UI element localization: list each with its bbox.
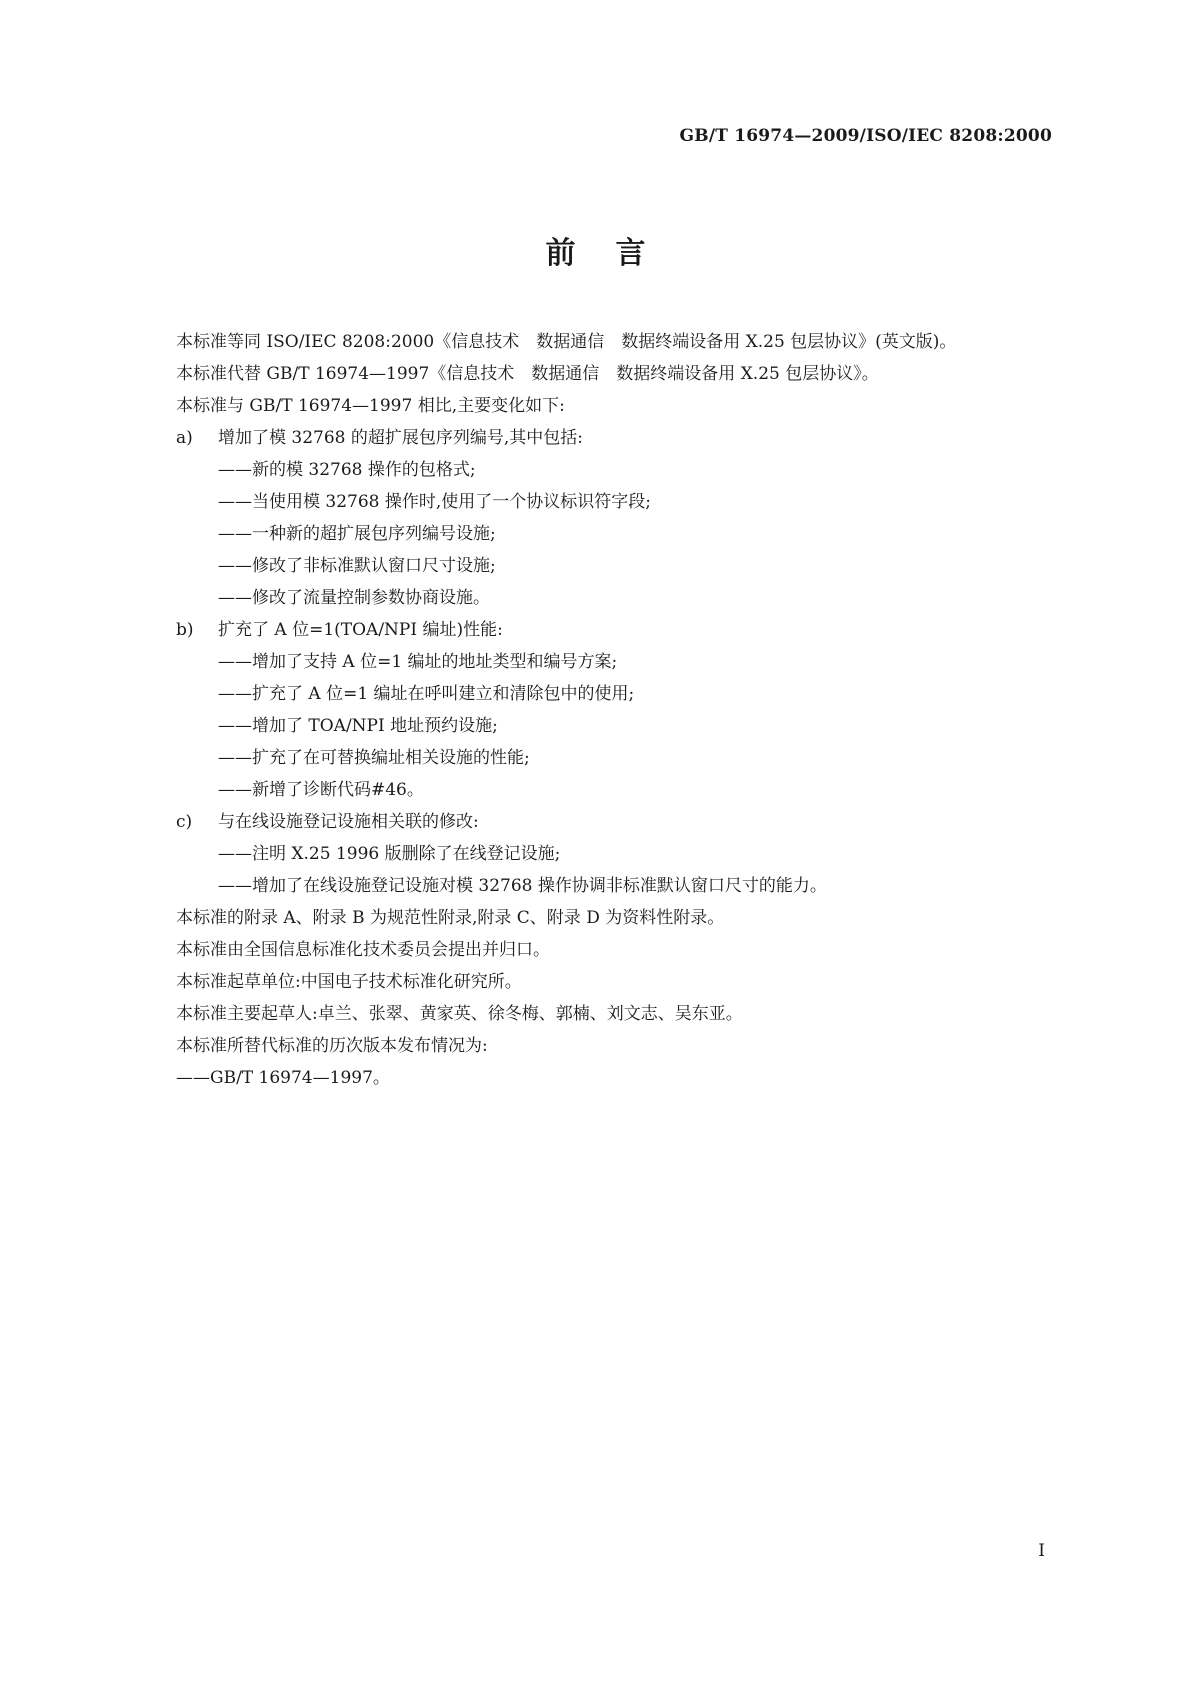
change-item-c xyxy=(176,806,1076,838)
paragraph-proposer: 本标准由全国信息标准化技术委员会提出并归口。 xyxy=(176,940,550,960)
sub-item: ——修改了非标准默认窗口尺寸设施; xyxy=(218,556,496,576)
paragraph-equivalence: 本标准等同 ISO/IEC 8208:2000《信息技术 数据通信 数据终端设备用 X.25 包层协议》(英文版)。 xyxy=(176,332,957,352)
list-marker: c) xyxy=(176,812,193,832)
list-marker: a) xyxy=(176,428,193,448)
paragraph-drafters: 本标准主要起草人:卓兰、张翠、黄家英、徐冬梅、郭楠、刘文志、吴东亚。 xyxy=(176,1004,743,1024)
sub-item: ——新的模 32768 操作的包格式; xyxy=(218,460,476,480)
document-code-header: GB/T 16974—2009/ISO/IEC 8208:2000 xyxy=(679,126,1052,146)
paragraph-replacement: 本标准代替 GB/T 16974—1997《信息技术 数据通信 数据终端设备用 X.25 包层协议》。 xyxy=(176,364,879,384)
paragraph-changes-intro: 本标准与 GB/T 16974—1997 相比,主要变化如下: xyxy=(176,396,565,416)
sub-item: ——增加了 TOA/NPI 地址预约设施; xyxy=(218,716,498,736)
page-number: I xyxy=(1038,1541,1045,1561)
list-item-text: 扩充了 A 位=1(TOA/NPI 编址)性能: xyxy=(218,620,503,640)
sub-item: ——新增了诊断代码#46。 xyxy=(218,780,424,800)
foreword-body xyxy=(176,326,1076,1094)
sub-item: ——扩充了 A 位=1 编址在呼叫建立和清除包中的使用; xyxy=(218,684,635,704)
paragraph-annexes: 本标准的附录 A、附录 B 为规范性附录,附录 C、附录 D 为资料性附录。 xyxy=(176,908,725,928)
sub-item: ——增加了支持 A 位=1 编址的地址类型和编号方案; xyxy=(218,652,618,672)
sub-item: ——修改了流量控制参数协商设施。 xyxy=(218,588,490,608)
list-item-text: 增加了模 32768 的超扩展包序列编号,其中包括: xyxy=(218,428,584,448)
page-title: 前言 xyxy=(545,236,686,271)
paragraph-history-intro: 本标准所替代标准的历次版本发布情况为: xyxy=(176,1036,488,1056)
paragraph-history-item: ——GB/T 16974—1997。 xyxy=(176,1068,390,1088)
sub-item: ——扩充了在可替换编址相关设施的性能; xyxy=(218,748,530,768)
sub-item: ——一种新的超扩展包序列编号设施; xyxy=(218,524,496,544)
sub-item: ——注明 X.25 1996 版删除了在线登记设施; xyxy=(218,844,561,864)
change-item-b xyxy=(176,614,1076,646)
sub-item: ——增加了在线设施登记设施对模 32768 操作协调非标准默认窗口尺寸的能力。 xyxy=(218,876,827,896)
paragraph-drafting-unit: 本标准起草单位:中国电子技术标准化研究所。 xyxy=(176,972,522,992)
sub-item: ——当使用模 32768 操作时,使用了一个协议标识符字段; xyxy=(218,492,652,512)
list-item-text: 与在线设施登记设施相关联的修改: xyxy=(218,812,479,832)
change-item-a xyxy=(176,422,1076,454)
list-marker: b) xyxy=(176,620,194,640)
